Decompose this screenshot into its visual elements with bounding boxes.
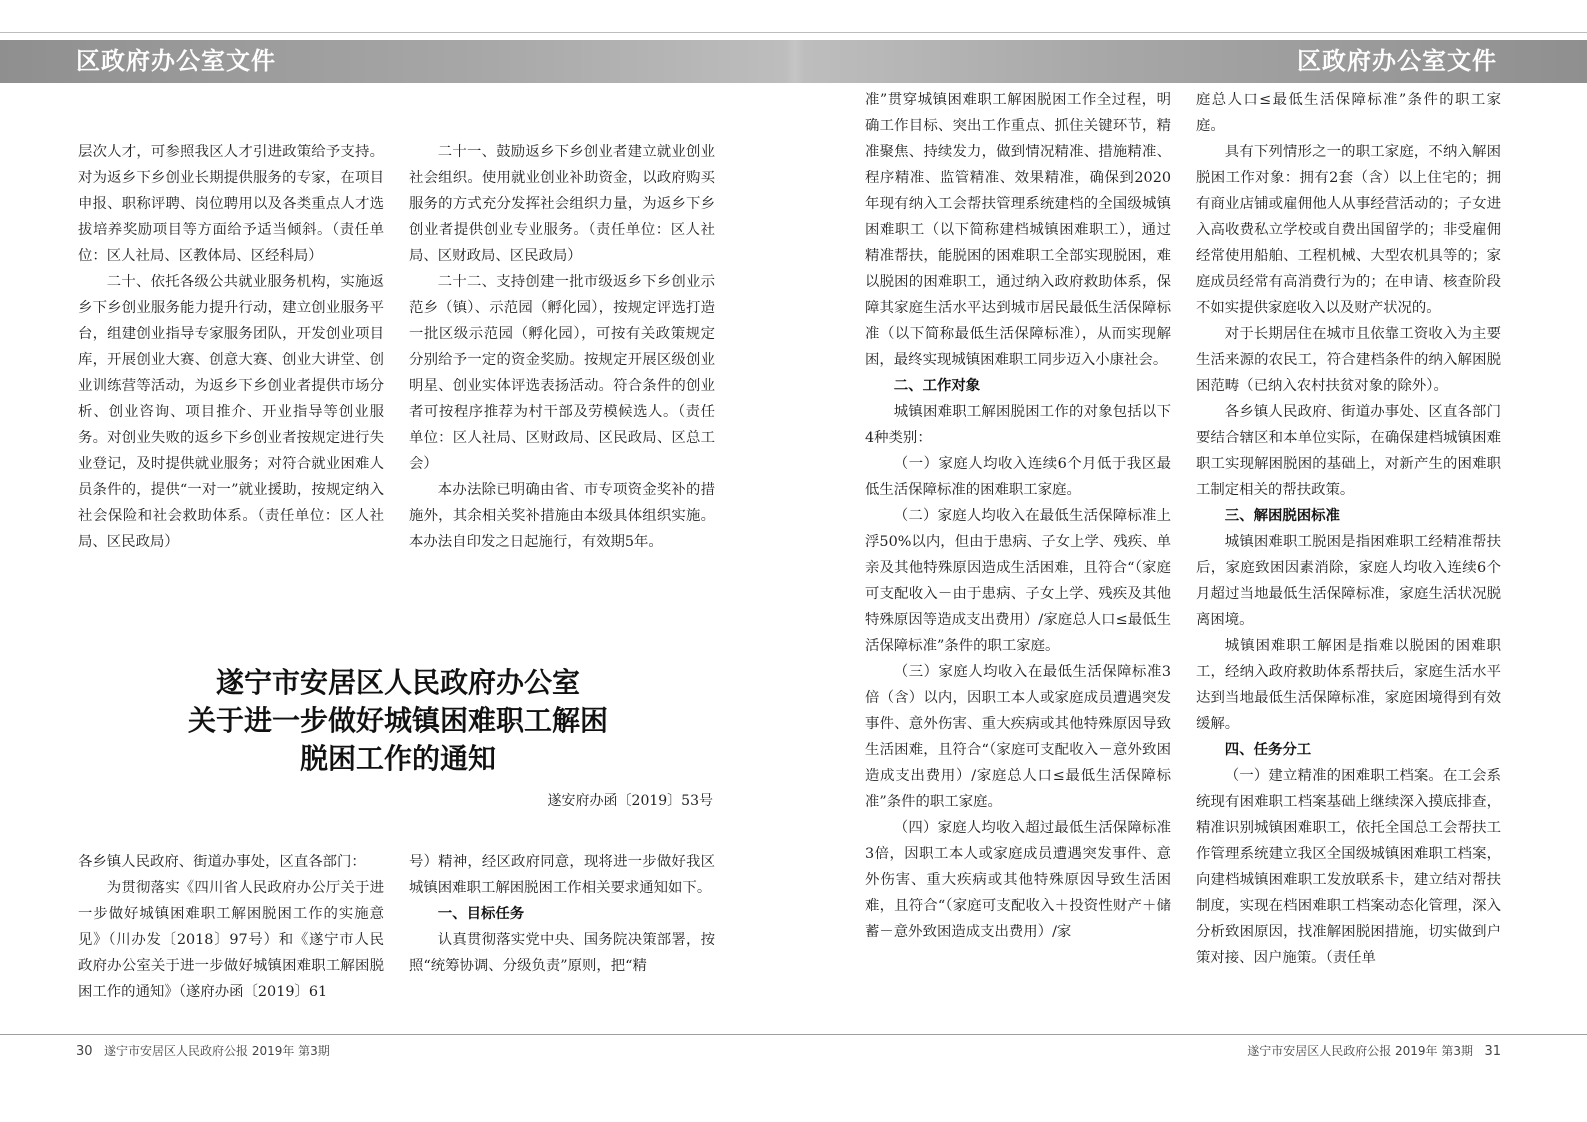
paragraph: （一）建立精准的困难职工档案。在工会系统现有困难职工档案基础上继续深入摸底排查，精准识别城镇困难职工，依托全国总工会帮扶工作管理系统建立我区全国级城镇困难职工档案，向建档城镇困难职工发放联系卡，建立结对帮扶制度，实现在档困难职工档案动态化管理，深入分析致困原因，找准解困脱困措施，切实做到户策对接、因户施策。（责任单 bbox=[1196, 768, 1501, 966]
footer-rule bbox=[0, 1034, 1587, 1035]
paragraph: 号）精神，经区政府同意，现将进一步做好我区城镇困难职工解困脱困工作相关要求通知如下。 bbox=[409, 854, 715, 896]
paragraph: （一）家庭人均收入连续6个月低于我区最低生活保障标准的困难职工家庭。 bbox=[865, 456, 1171, 498]
right-page-number: 31 bbox=[1484, 1044, 1501, 1059]
title-line: 关于进一步做好城镇困难职工解困 bbox=[187, 704, 608, 737]
left-col1-bottom bbox=[78, 849, 384, 1005]
paragraph: （三）家庭人均收入在最低生活保障标准3倍（含）以内，因职工本人或家庭成员遭遇突发事件、意外伤害、重大疾病或其他特殊原因导致生活困难，且符合“（家庭可支配收入－意外致困造成支出费用）/家庭总人口≤最低生活保障标准”条件的职工家庭。 bbox=[865, 664, 1171, 810]
top-rule bbox=[0, 32, 1587, 33]
left-header-title: 区政府办公室文件 bbox=[76, 47, 276, 75]
right-header-title: 区政府办公室文件 bbox=[1297, 47, 1497, 75]
paragraph: 二十二、支持创建一批市级返乡下乡创业示范乡（镇）、示范园（孵化园），按规定评选打造一批区级示范园（孵化园），可按有关政策规定分别给予一定的资金奖励。按规定开展区级创业明星、创业实体评选表扬活动。符合条件的创业者可按程序推荐为村干部及劳模候选人。（责任单位：区人社局、区财政局、区民政局、区总工会） bbox=[409, 274, 715, 472]
paragraph: 城镇困难职工解困脱困工作的对象包括以下4种类别： bbox=[865, 404, 1171, 446]
paragraph: 二十、依托各级公共就业服务机构，实施返乡下乡创业服务能力提升行动，建立创业服务平台，组建创业指导专家服务团队，开发创业项目库，开展创业大赛、创意大赛、创业大讲堂、创业训练营等活动，为返乡下乡创业者提供市场分析、创业咨询、项目推介、开业指导等创业服务。对创业失败的返乡下乡创业者按规定进行失业登记，及时提供就业服务；对符合就业困难人员条件的，提供“一对一”就业援助，按规定纳入社会保险和社会救助体系。（责任单位：区人社局、区民政局） bbox=[78, 274, 384, 550]
section-heading: 四、任务分工 bbox=[1224, 742, 1312, 758]
paragraph: 认真贯彻落实党中央、国务院决策部署，按照“统筹协调、分级负责”原则，把“精 bbox=[409, 932, 715, 974]
document-number: 遂安府办函〔2019〕53号 bbox=[547, 793, 713, 809]
page-spine bbox=[786, 40, 804, 83]
paragraph: （二）家庭人均收入在最低生活保障标准上浮50%以内，但由于患病、子女上学、残疾、单亲及其他特殊原因造成生活困难，且符合“（家庭可支配收入－由于患病、子女上学、残疾及其他特殊原因等造成支出费用）/家庭总人口≤最低生活保障标准”条件的职工家庭。 bbox=[865, 508, 1171, 654]
right-col3 bbox=[865, 87, 1171, 945]
left-col2-bottom bbox=[409, 849, 715, 979]
left-col2-top bbox=[409, 139, 715, 555]
paragraph: 二十一、鼓励返乡下乡创业者建立就业创业社会组织。使用就业创业补助资金，以政府购买服务的方式充分发挥社会组织力量，为返乡下乡创业者提供创业专业服务。（责任单位：区人社局、区财政局、区民政局） bbox=[409, 144, 715, 264]
left-page-number: 30 bbox=[76, 1044, 93, 1059]
salutation: 各乡镇人民政府、街道办事处，区直各部门： bbox=[78, 854, 366, 870]
paragraph: 准”贯穿城镇困难职工解困脱困工作全过程，明确工作目标、突出工作重点、抓住关键环节，精准聚焦、持续发力，做到情况精准、措施精准、程序精准、监管精准、效果精准，确保到2020年现有纳入工会帮扶管理系统建档的全国级城镇困难职工（以下简称建档城镇困难职工），通过精准帮扶，能脱困的困难职工全部实现脱困，难以脱困的困难职工，通过纳入政府救助体系，保障其家庭生活水平达到城市居民最低生活保障标准（以下简称最低生活保障标准），从而实现解困，最终实现城镇困难职工同步迈入小康社会。 bbox=[865, 92, 1171, 368]
paragraph: 城镇困难职工脱困是指困难职工经精准帮扶后，家庭致困因素消除，家庭人均收入连续6个月超过当地最低生活保障标准，家庭生活状况脱离困境。 bbox=[1196, 534, 1501, 628]
right-footer bbox=[1247, 1043, 1501, 1060]
title-line: 脱困工作的通知 bbox=[299, 742, 496, 775]
section-heading: 一、目标任务 bbox=[437, 906, 525, 922]
section-heading: 三、解困脱困标准 bbox=[1224, 508, 1340, 524]
section-heading: 二、工作对象 bbox=[893, 378, 981, 394]
right-footer-text: 遂宁市安居区人民政府公报 2019年 第3期 bbox=[1247, 1044, 1473, 1058]
paragraph: 各乡镇人民政府、街道办事处、区直各部门要结合辖区和本单位实际，在确保建档城镇困难职工实现解困脱困的基础上，对新产生的困难职工制定相关的帮扶政策。 bbox=[1196, 404, 1501, 498]
left-footer bbox=[76, 1043, 330, 1060]
paragraph: 城镇困难职工解困是指难以脱困的困难职工，经纳入政府救助体系帮扶后，家庭生活水平达到当地最低生活保障标准，家庭困境得到有效缓解。 bbox=[1196, 638, 1501, 732]
paragraph: 庭总人口≤最低生活保障标准”条件的职工家庭。 bbox=[1196, 92, 1501, 134]
title-line: 遂宁市安居区人民政府办公室 bbox=[215, 666, 580, 699]
paragraph: 本办法除已明确由省、市专项资金奖补的措施外，其余相关奖补措施由本级具体组织实施。本办法自印发之日起施行，有效期5年。 bbox=[409, 482, 715, 550]
left-col1-top bbox=[78, 139, 384, 555]
paragraph: 对于长期居住在城市且依靠工资收入为主要生活来源的农民工，符合建档条件的纳入解困脱困范畴（已纳入农村扶贫对象的除外）。 bbox=[1196, 326, 1501, 394]
document-title bbox=[78, 664, 718, 778]
paragraph: （四）家庭人均收入超过最低生活保障标准3倍，因职工本人或家庭成员遭遇突发事件、意外伤害、重大疾病或其他特殊原因导致生活困难，且符合“（家庭可支配收入＋投资性财产＋储蓄－意外致困造成支出费用）/家 bbox=[865, 820, 1171, 940]
paragraph: 具有下列情形之一的职工家庭，不纳入解困脱困工作对象：拥有2套（含）以上住宅的；拥有商业店铺或雇佣他人从事经营活动的；子女进入高收费私立学校或自费出国留学的；非受雇佣经常使用船舶、工程机械、大型农机具等的；家庭成员经常有高消费行为的；在申请、核查阶段不如实提供家庭收入以及财产状况的。 bbox=[1196, 144, 1501, 316]
right-col4 bbox=[1196, 87, 1501, 971]
paragraph: 层次人才，可参照我区人才引进政策给予支持。对为返乡下乡创业长期提供服务的专家，在项目申报、职称评聘、岗位聘用以及各类重点人才选拔培养奖励项目等方面给予适当倾斜。（责任单位：区人社局、区教体局、区经科局） bbox=[78, 144, 384, 264]
left-footer-text: 遂宁市安居区人民政府公报 2019年 第3期 bbox=[104, 1044, 330, 1058]
paragraph: 为贯彻落实《四川省人民政府办公厅关于进一步做好城镇困难职工解困脱困工作的实施意见》（川办发〔2018〕97号）和《遂宁市人民政府办公室关于进一步做好城镇困难职工解困脱困工作的通知》（遂府办函〔2019〕61 bbox=[78, 880, 384, 1000]
